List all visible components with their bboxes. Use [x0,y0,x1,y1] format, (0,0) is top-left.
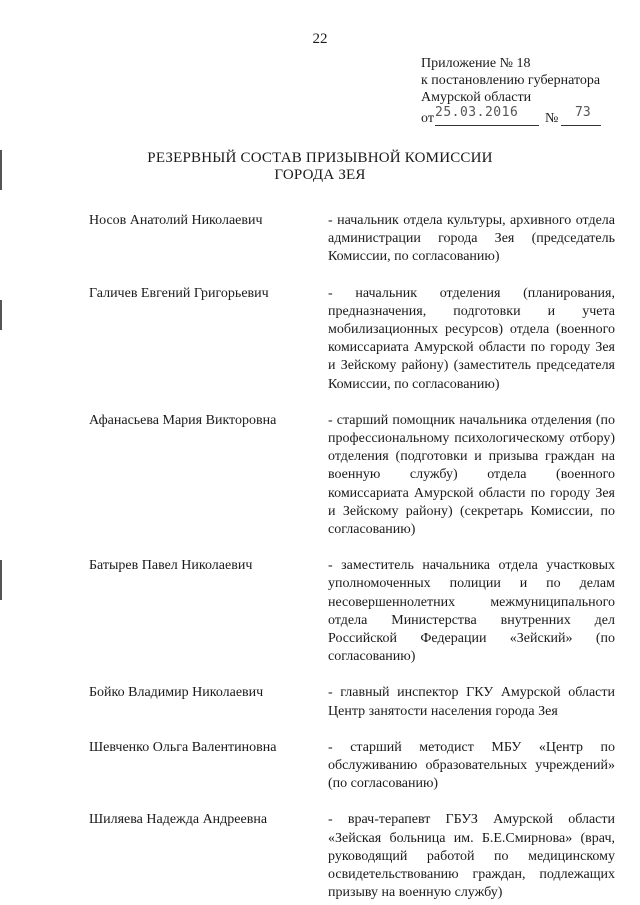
member-name: Шиляева Надежда Андреевна [89,812,268,828]
date-underline [435,125,539,126]
member-name: Шевченко Ольга Валентиновна [89,739,277,755]
number-label: № [545,111,559,126]
member-role: - главный инспектор ГКУ Амурской области Центр занятости населения города Зея [328,685,615,719]
member-role: - начальник отдела культуры, архивного отдела администрации города Зея (председатель Комиссии, по согласованию) [328,213,615,265]
members-list [89,212,615,903]
date-value: 25.03.2016 [435,105,519,120]
member-row [89,285,615,394]
title-line-2: ГОРОДА ЗЕЯ [274,167,366,183]
member-row [89,811,615,902]
member-role: - начальник отделения (планирования, предназначения, подготовки и учета мобилизационных ресурсов) отдела (военного комиссариата Амурской области по городу Зея и Зейскому району) (заместитель председателя Комиссии, по согласованию) [328,285,615,392]
appendix-number: Приложение № 18 [421,56,531,71]
member-role: - врач-терапевт ГБУЗ Амурской области «Зейская больница им. Б.Е.Смирнова» (врач, руководящий работой по медицинскому освидетельствованию граждан, подлежащих призыву на военную службу) [328,812,615,901]
member-row [89,412,615,539]
date-label: от [421,111,434,126]
member-role: - старший помощник начальника отделения (по профессиональному психологическому отбору) отделения (подготовки и призыва граждан на военную службу) отдела (военного комиссариата Амурской области по городу Зея и Зейскому району) (секретарь Комиссии, по согласованию) [328,412,615,538]
scan-edge-mark-bottom [0,560,2,600]
number-value: 73 [575,105,591,120]
member-name: Афанасьева Мария Викторовна [89,412,277,428]
member-row [89,212,615,267]
member-name: Галичев Евгений Григорьевич [89,285,269,301]
appendix-date-line [421,106,621,126]
member-role: - старший методист МБУ «Центр по обслуживанию образовательных учреждений» (по согласованию) [328,739,615,792]
appendix-header [421,55,621,126]
number-underline [561,125,601,126]
appendix-resolution: к постановлению губернатора [421,73,601,88]
member-row [89,739,615,794]
appendix-region: Амурской области [421,90,532,105]
page-number: 22 [312,31,328,47]
member-name: Бойко Владимир Николаевич [89,685,264,701]
member-name: Носов Анатолий Николаевич [89,213,263,228]
member-role: - заместитель начальника отдела участковых уполномоченных полиции и по делам несовершеннолетних межмуниципального отдела Министерства внутренних дел Российской Федерации «Зейский» (по согласованию) [328,558,615,665]
title-line-1: РЕЗЕРВНЫЙ СОСТАВ ПРИЗЫВНОЙ КОМИССИИ [147,150,493,166]
member-row [89,684,615,720]
member-name: Батырев Павел Николаевич [89,558,253,574]
document-title [0,150,640,184]
member-row [89,557,615,666]
scan-edge-mark-middle [0,300,2,330]
